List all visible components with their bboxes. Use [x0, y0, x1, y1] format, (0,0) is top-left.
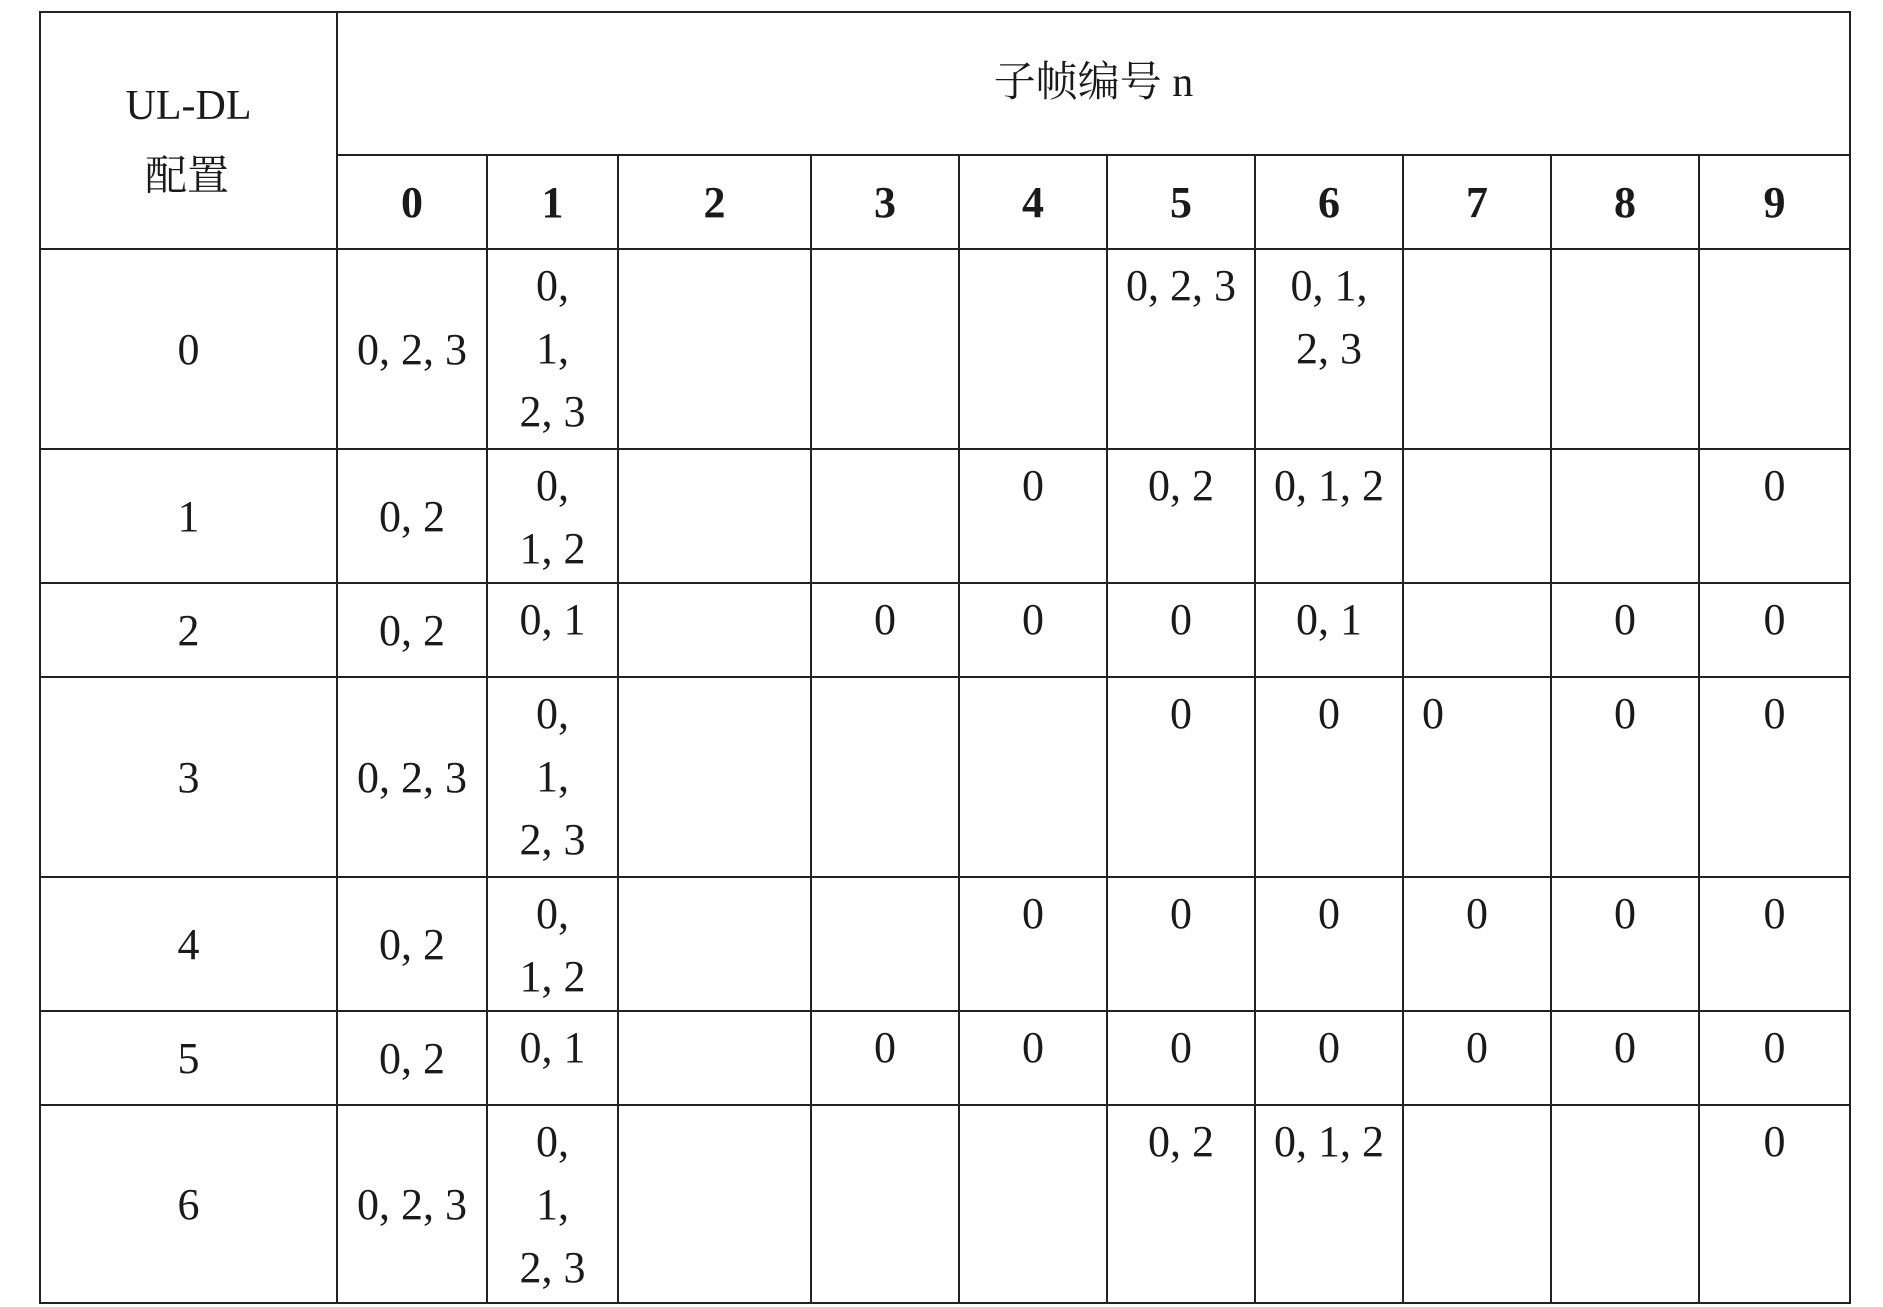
cell-value: 0, 2, 3 [357, 1179, 467, 1229]
config-value: 5 [40, 1011, 337, 1105]
cell-value: 0 [1170, 689, 1192, 738]
cell-value: 0, 1, 2 [1274, 1117, 1384, 1166]
table-cell [618, 877, 811, 1011]
table-cell [1551, 449, 1699, 583]
cell-value: 0 [1614, 1023, 1636, 1072]
config-value: 4 [40, 877, 337, 1011]
table-cell [959, 677, 1107, 877]
column-header: 5 [1107, 155, 1255, 249]
column-header: 1 [487, 155, 618, 249]
cell-value: 0 [1466, 1023, 1488, 1072]
table-cell [1551, 249, 1699, 449]
table-container [39, 11, 1849, 1296]
table-cell [487, 677, 618, 877]
cell-value: 0, 2 [379, 919, 445, 969]
table-cell [337, 249, 487, 449]
subframe-table [39, 11, 1851, 1304]
table-cell [487, 249, 618, 449]
cell-value: 0 [1170, 889, 1192, 938]
table-cell [487, 877, 618, 1011]
table-cell [1107, 583, 1255, 677]
cell-value: 0 [1422, 689, 1444, 738]
cell-value: 0 [1318, 1023, 1340, 1072]
cell-value: 0, 1, 2 [519, 461, 586, 573]
cell-value: 0, 1 [1296, 595, 1362, 644]
table-cell [337, 877, 487, 1011]
cell-value: 0, 1 [519, 595, 586, 644]
cell-value: 0, 2 [1148, 1117, 1214, 1166]
column-header: 8 [1551, 155, 1699, 249]
table-row [40, 583, 1850, 677]
cell-value: 0 [1763, 689, 1786, 738]
table-cell [1403, 583, 1551, 677]
cell-value: 0, 2 [379, 491, 445, 541]
cell-value: 0 [1022, 461, 1044, 510]
cell-value: 0 [1170, 595, 1192, 644]
config-value: 1 [40, 449, 337, 583]
cell-value: 0 [1318, 889, 1340, 938]
table-cell [487, 583, 618, 677]
cell-value: 0, 1, 2, 3 [519, 1117, 586, 1292]
table-cell [959, 249, 1107, 449]
table-cell [618, 449, 811, 583]
cell-value: 0, 2, 3 [357, 324, 467, 374]
table-cell [1699, 677, 1850, 877]
table-row [40, 1011, 1850, 1105]
cell-value: 0, 1, 2, 3 [519, 261, 586, 436]
cell-value: 0 [1022, 1023, 1044, 1072]
table-cell [618, 677, 811, 877]
cell-value: 0 [1466, 889, 1488, 938]
table-cell [1403, 449, 1551, 583]
column-header: 3 [811, 155, 959, 249]
table-cell [1699, 877, 1850, 1011]
column-header: 7 [1403, 155, 1551, 249]
table-cell [1551, 677, 1699, 877]
table-cell [1107, 1011, 1255, 1105]
table-cell [1551, 1105, 1699, 1303]
table-cell [337, 1105, 487, 1303]
cell-value: 0 [1763, 1117, 1786, 1166]
table-cell [1699, 583, 1850, 677]
table-cell [618, 249, 811, 449]
table-cell [1403, 1105, 1551, 1303]
table-cell [959, 1011, 1107, 1105]
config-value: 6 [40, 1105, 337, 1303]
table-cell [1255, 1011, 1403, 1105]
cell-value: 0 [1763, 889, 1786, 938]
table-cell [1255, 677, 1403, 877]
table-cell [811, 1011, 959, 1105]
cell-value: 0 [1763, 461, 1786, 510]
table-cell [1255, 449, 1403, 583]
subframe-number-header: 子帧编号 n [337, 12, 1850, 155]
table-cell [1107, 1105, 1255, 1303]
table-row [40, 1105, 1850, 1303]
table-row [40, 877, 1850, 1011]
column-header: 6 [1255, 155, 1403, 249]
cell-value: 0, 2 [379, 1033, 445, 1083]
table-cell [618, 583, 811, 677]
cell-value: 0 [1763, 595, 1786, 644]
column-header: 4 [959, 155, 1107, 249]
cell-value: 0, 1, 2 [1274, 461, 1384, 510]
column-header: 9 [1699, 155, 1850, 249]
cell-value: 0, 1, 2, 3 [1290, 261, 1368, 373]
config-value: 3 [40, 677, 337, 877]
table-cell [1699, 249, 1850, 449]
table-cell [811, 877, 959, 1011]
table-cell [1551, 583, 1699, 677]
table-cell [337, 449, 487, 583]
cell-value: 0, 1 [519, 1023, 586, 1072]
table-cell [618, 1011, 811, 1105]
cell-value: 0 [1022, 595, 1044, 644]
table-cell [959, 877, 1107, 1011]
table-cell [1107, 677, 1255, 877]
table-cell [1403, 249, 1551, 449]
table-cell [337, 1011, 487, 1105]
cell-value: 0 [1318, 689, 1340, 738]
table-cell [1403, 677, 1551, 877]
config-header [40, 12, 337, 249]
config-value: 2 [40, 583, 337, 677]
table-cell [1255, 1105, 1403, 1303]
table-cell [811, 677, 959, 877]
table-cell [959, 583, 1107, 677]
cell-value: 0 [874, 1023, 896, 1072]
table-cell [1107, 449, 1255, 583]
table-cell [1107, 249, 1255, 449]
cell-value: 0 [1763, 1023, 1786, 1072]
cell-value: 0 [1614, 689, 1636, 738]
cell-value: 0, 2, 3 [357, 752, 467, 802]
table-cell [811, 449, 959, 583]
config-value: 0 [40, 249, 337, 449]
table-cell [959, 449, 1107, 583]
cell-value: 0 [1614, 595, 1636, 644]
table-cell [1699, 1011, 1850, 1105]
table-cell [811, 1105, 959, 1303]
cell-value: 0 [1170, 1023, 1192, 1072]
config-header-line2: 配置 [145, 154, 230, 200]
cell-value: 0, 2 [379, 605, 445, 655]
cell-value: 0 [1022, 889, 1044, 938]
cell-value: 0, 1, 2, 3 [519, 689, 586, 864]
table-cell [1107, 877, 1255, 1011]
table-cell [811, 249, 959, 449]
table-cell [1551, 1011, 1699, 1105]
table-cell [811, 583, 959, 677]
table-cell [1403, 1011, 1551, 1105]
table-cell [1699, 449, 1850, 583]
table-cell [487, 449, 618, 583]
table-cell [1255, 249, 1403, 449]
table-cell [337, 677, 487, 877]
column-header: 0 [337, 155, 487, 249]
table-row [40, 677, 1850, 877]
table-cell [618, 1105, 811, 1303]
table-row [40, 449, 1850, 583]
cell-value: 0 [874, 595, 896, 644]
table-cell [337, 583, 487, 677]
column-header: 2 [618, 155, 811, 249]
cell-value: 0 [1614, 889, 1636, 938]
table-cell [487, 1105, 618, 1303]
cell-value: 0, 2 [1148, 461, 1214, 510]
table-cell [487, 1011, 618, 1105]
table-row [40, 249, 1850, 449]
table-cell [959, 1105, 1107, 1303]
table-cell [1551, 877, 1699, 1011]
config-header-line1: UL-DL [125, 83, 252, 129]
table-cell [1403, 877, 1551, 1011]
table-cell [1699, 1105, 1850, 1303]
table-cell [1255, 877, 1403, 1011]
cell-value: 0, 2, 3 [1126, 261, 1236, 310]
cell-value: 0, 1, 2 [519, 889, 586, 1001]
table-cell [1255, 583, 1403, 677]
